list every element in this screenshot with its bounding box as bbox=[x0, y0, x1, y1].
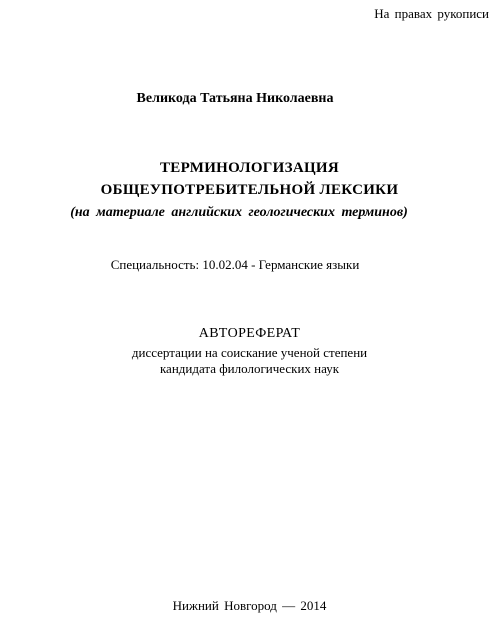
thesis-subtitle: (на материале английских геологических терминов) bbox=[70, 205, 408, 220]
abstract-description-line-2: кандидата филологических наук bbox=[159, 361, 340, 376]
abstract-heading: АВТОРЕФЕРАТ bbox=[198, 326, 301, 341]
city-year: Нижний Новгород — 2014 bbox=[172, 598, 327, 613]
manuscript-rights-note: На правах рукописи bbox=[374, 6, 489, 21]
specialty-line: Специальность: 10.02.04 - Германские языки bbox=[110, 257, 360, 272]
thesis-title-line-2: ОБЩЕУПОТРЕБИТЕЛЬНОЙ ЛЕКСИКИ bbox=[100, 182, 399, 198]
thesis-title-line-1: ТЕРМИНОЛОГИЗАЦИЯ bbox=[159, 160, 340, 176]
abstract-description-line-1: диссертации на соискание ученой степени bbox=[131, 345, 368, 360]
author-name: Великода Татьяна Николаевна bbox=[136, 91, 334, 106]
